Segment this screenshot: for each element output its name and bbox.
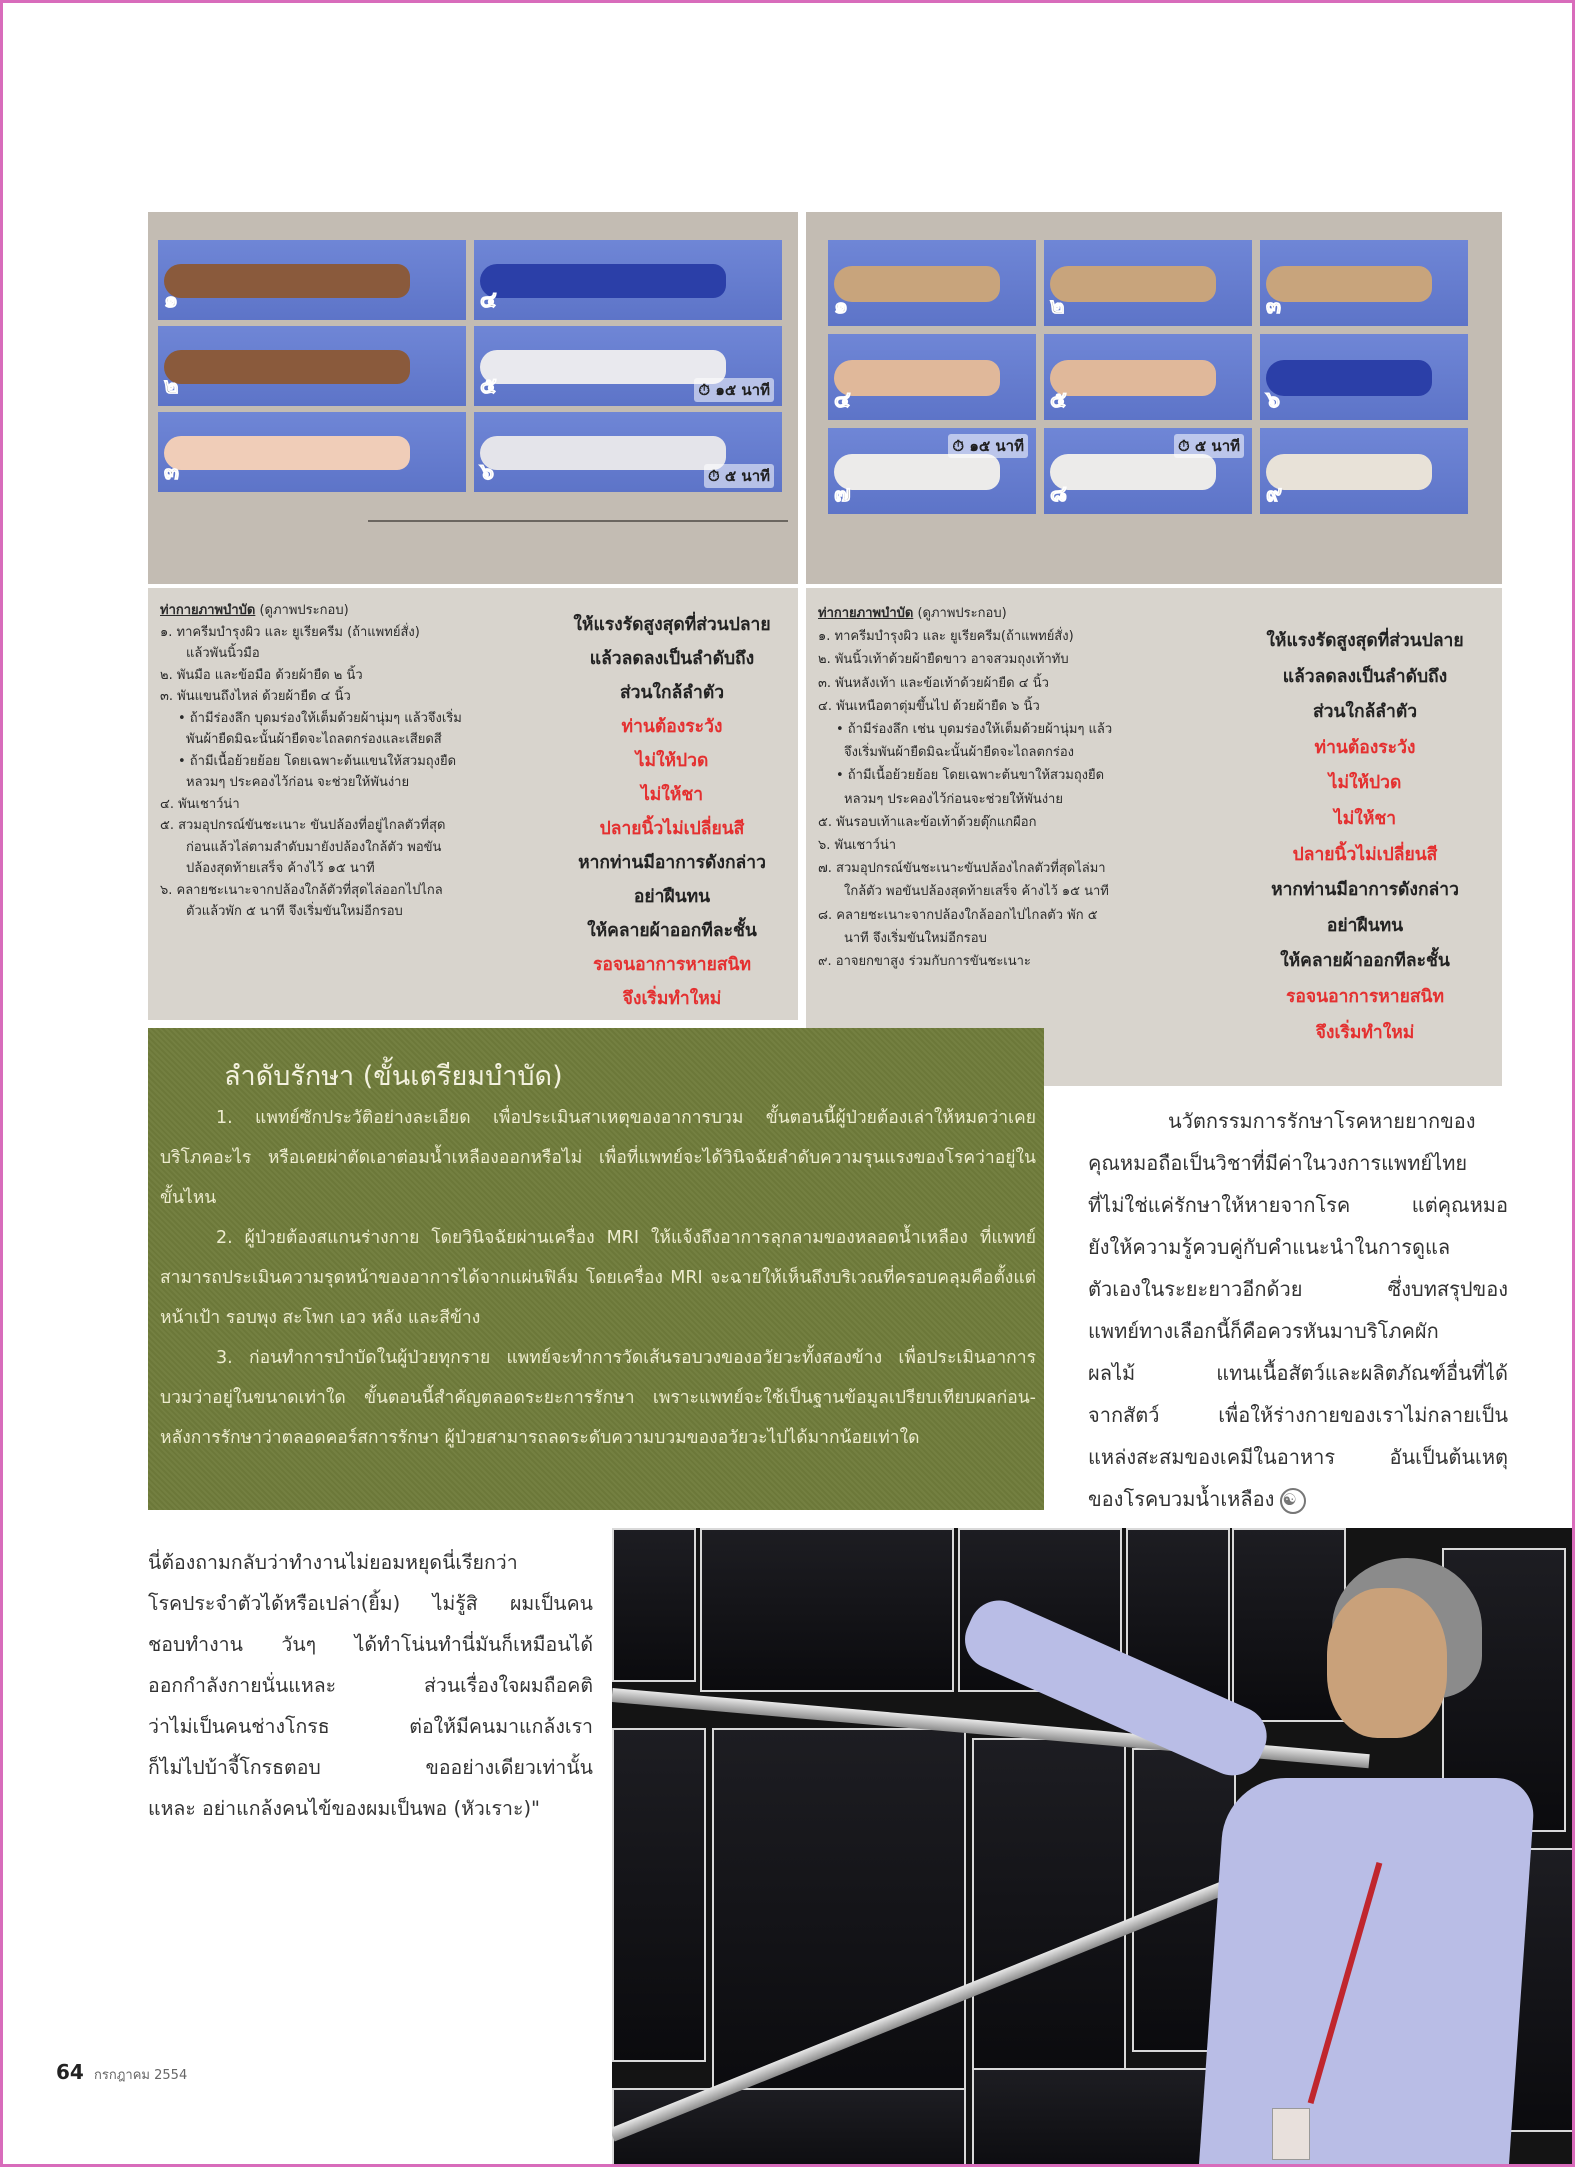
instruction-line: ๔. พันเหนือตาตุ่มขึ้นไป ด้วยผ้ายืด ๖ นิ้ว [818,698,1040,714]
photo-tile [474,240,782,320]
photo-tile [828,240,1036,326]
photo-tile [158,326,466,406]
instruction-line: ๖. คลายชะเนาะจากปล้องใกล้ตัวที่สุดไล่ออกไปไกล [160,882,443,898]
step-number: ๒ [164,374,179,399]
leg-image [1050,454,1216,490]
leg-therapy-instructions [806,588,1502,1086]
instruction-line: หลวมๆ ประคองไว้ก่อน จะช่วยให้พันง่าย [186,775,410,790]
quote-line: แหละ อย่าแกล้งคนไข้ของผมเป็นพอ (หัวเราะ)" [148,1797,541,1820]
timer-label: ⏱ ๑๕ นาที [948,434,1028,458]
instruction-line: ๕. สวมอุปกรณ์ขันชะเนาะ ขันปล้องที่อยู่ไกลตัวที่สุด [160,818,446,833]
arm-image [164,436,410,470]
caution-notes [548,608,796,1016]
paragraph-line: ของโรคบวมน้ำเหลือง [1088,1487,1275,1511]
instruction-line: หลวมๆ ประคองไว้ก่อนจะช่วยให้พันง่าย [844,791,1063,807]
photo-tile [1260,428,1468,514]
step-number: ๒ [1050,294,1065,319]
quote-line: นี่ต้องถามกลับว่าทำงานไม่ยอมหยุดนี่เรียกว่า [148,1551,518,1574]
doctor-figure [1198,1778,1536,2167]
photo-tile [1044,334,1252,420]
arm-image [164,350,410,384]
step-number: ๓ [1266,294,1282,319]
paragraph-line: นวัตกรรมการรักษาโรคหายยากของ [1168,1109,1476,1133]
step-number: ๔ [480,288,497,313]
caution-note: หากท่านมีอาการดังกล่าว [578,853,766,873]
photo-credit-line [368,520,788,522]
step-number: ๓ [164,460,180,485]
timer-label: ⏱ ๕ นาที [1174,434,1244,458]
leg-bandaging-photo-panel [806,212,1502,584]
instruction-line: พันผ้ายืดมิฉะนั้นผ้ายืดจะไถลตกร่องและเสียดสี [186,732,442,747]
leg-image [1266,266,1432,302]
caution-note: ส่วนใกล้ลำตัว [1312,702,1418,723]
arm-image [480,350,726,384]
instruction-line: นาที จึงเริ่มขันใหม่อีกรอบ [844,930,987,946]
instruction-line: แล้วพันนิ้วมือ [186,646,260,661]
doctor-face [1327,1588,1447,1738]
instruction-line: ๗. สวมอุปกรณ์ขันชะเนาะขันปล้องไกลตัวที่สุดไล่มา [818,861,1106,877]
quote-line: ชอบทำงาน วันๆ ได้ทำโน่นทำนี่มันก็เหมือนได้ [148,1633,593,1656]
timer-label: ⏱ ๑๕ นาที [694,378,774,402]
leg-image [1266,454,1432,490]
instruction-line: ๒. พันมือ และข้อมือ ด้วยผ้ายืด ๒ นิ้ว [160,667,363,683]
treatment-steps-box [148,1028,1044,1510]
issue-date: กรกฎาคม 2554 [93,2068,188,2083]
photo-tile [828,428,1036,514]
instruction-line: ปล้องสุดท้ายเสร็จ ค้างไว้ ๑๕ นาที [186,861,375,876]
leg-image [1050,266,1216,302]
instruction-line: • ถ้ามีร่องลึก เช่น บุดมร่องให้เต็มด้วยผ้านุ่มๆ แล้ว [836,722,1113,738]
instruction-heading: ท่ากายภาพบำบัด (ดูภาพประกอบ) [818,606,1007,621]
caution-note-red: ปลายนิ้วไม่เปลี่ยนสี [1292,844,1438,865]
paragraph-line: จากสัตว์ เพื่อให้ร่างกายของเราไม่กลายเป็น [1088,1403,1508,1427]
leg-image [834,454,1000,490]
caution-note-red: ไม่ให้ชา [1333,808,1397,829]
caution-note: อย่าฝืนทน [1326,915,1404,936]
step-number: ๔ [834,388,851,413]
treatment-step: 3. ก่อนทำการบำบัดในผู้ป่วยทุกราย แพทย์จะทำการวัดเส้นรอบวงของอวัยวะทั้งสองข้าง เพื่อประเมินอาการบวมว่าอยู่ในขนาดเท่าใด ขั้นตอนนี้สำคัญตลอดระยะการรักษา เพราะแพทย์จะใช้เป็นฐานข้อมูลเปรียบเทียบผลก่อน-หลังการรักษาว่าตลอดคอร์สการรักษา ผู้ป่วยสามารถลดระดับความบวมของอวัยวะไปได้มากน้อยเท่าใด [160,1348,1036,1448]
caution-note: ให้แรงรัดสูงสุดที่ส่วนปลาย [1266,631,1464,651]
paragraph-line: ตัวเองในระยะยาวอีกด้วย ซึ่งบทสรุปของ [1088,1277,1508,1301]
arm-bandaging-photo-panel [148,212,798,584]
instruction-line: ๑. ทาครีมบำรุงผิว และ ยูเรียครีม(ถ้าแพทย์สั่ง) [818,629,1074,645]
instruction-line: จึงเริ่มพันผ้ายืดมิฉะนั้นผ้ายืดจะไถลตกร่อง [844,745,1074,761]
leg-image [834,266,1000,302]
step-number: ๑ [164,288,178,313]
instruction-line: ตัวแล้วพัก ๕ นาที จึงเริ่มขันใหม่อีกรอบ [186,904,403,919]
photo-tile [474,326,782,406]
paragraph-end [1088,1478,1508,1520]
caution-note: ให้คลายผ้าออกทีละชั้น [1280,951,1450,972]
treatment-step: 1. แพทย์ซักประวัติอย่างละเอียด เพื่อประเมินสาเหตุของอาการบวม ขั้นตอนนี้ผู้ป่วยต้องเล่าให้หมดว่าเคยบริโภคอะไร หรือเคยผ่าตัดเอาต่อมน้ำเหลืองออกหรือไม่ เพื่อที่แพทย์จะได้วินิจฉัยลำดับความรุนแรงของโรคว่าอยู่ในขั้นไหน [160,1108,1036,1208]
photo-tile [1044,240,1252,326]
instruction-line: ใกล้ตัว พอขันปล้องสุดท้ายเสร็จ ค้างไว้ ๑๕ นาที [844,884,1109,900]
mri-film [972,2068,1236,2167]
quote-line: โรคประจำตัวได้หรือเปล่า(ยิ้ม) ไม่รู้สิ ผมเป็นคน [148,1592,593,1615]
arm-instruction-list [160,600,462,923]
page-number: 64 [56,2060,84,2084]
mri-film [700,1528,954,1692]
quote-line: ก็ไม่ไปบ้าจี้โกรธตอบ ขออย่างเดียวเท่านั้น [148,1756,593,1779]
step-number: ๗ [834,482,851,507]
instruction-line: ๓. พันแขนถึงไหล่ ด้วยผ้ายืด ๔ นิ้ว [160,689,351,704]
photo-tile [1260,240,1468,326]
mri-film [612,2088,966,2167]
caution-notes [1230,624,1500,1051]
step-number: ๙ [1266,482,1283,507]
paragraph-line: คุณหมอถือเป็นวิชาที่มีค่าในวงการแพทย์ไทย [1088,1151,1468,1175]
caution-note: อย่าฝืนทน [633,887,711,907]
paragraph-line: ยังให้ความรู้ควบคู่กับคำแนะนำในการดูแล [1088,1235,1451,1259]
id-badge [1272,2108,1310,2160]
caution-note-red: ไม่ให้ปวด [1328,773,1402,794]
paragraph-line: แหล่งสะสมของเคมีในอาหาร อันเป็นต้นเหตุ [1088,1445,1508,1469]
instruction-line: • ถ้ามีเนื้อย้วยย้อย โดยเฉพาะต้นแขนให้สวมถุงยืด [178,753,457,769]
mri-film [612,1528,696,1682]
instruction-line: ๕. พันรอบเท้าและข้อเท้าด้วยตุ๊กแกผือก [818,814,1037,830]
step-number: ๘ [1050,482,1067,507]
instruction-line: ๔. พันเชาว์น่า [160,796,240,812]
arm-therapy-instructions [148,588,798,1020]
caution-note: ส่วนใกล้ลำตัว [619,683,725,703]
caution-note-red: ปลายนิ้วไม่เปลี่ยนสี [599,819,745,839]
quote-line: ออกกำลังกายนั่นแหละ ส่วนเรื่องใจผมถือคติ [148,1674,593,1697]
paragraph-line: ที่ไม่ใช่แค่รักษาให้หายจากโรค แต่คุณหมอ [1088,1193,1508,1217]
photo-tile [1044,428,1252,514]
step-number: ๖ [480,460,494,485]
page-footer [56,2060,187,2085]
caution-note-red: จึงเริ่มทำใหม่ [1315,1022,1415,1043]
caution-note: แล้วลดลงเป็นลำดับถึง [1282,666,1448,687]
instruction-line: • ถ้ามีร่องลึก บุดมร่องให้เต็มด้วยผ้านุ่มๆ แล้วจึงเริ่ม [178,710,462,726]
photo-tile [828,334,1036,420]
caution-note: ให้แรงรัดสูงสุดที่ส่วนปลาย [573,615,771,635]
step-number: ๕ [1050,388,1067,413]
instruction-heading: ท่ากายภาพบำบัด (ดูภาพประกอบ) [160,603,349,618]
caution-note-red: จึงเริ่มทำใหม่ [622,989,722,1009]
caution-note: ให้คลายผ้าออกทีละชั้น [587,921,757,941]
step-number: ๑ [834,294,848,319]
instruction-line: • ถ้ามีเนื้อย้วยย้อย โดยเฉพาะต้นขาให้สวมถุงยืด [836,768,1105,784]
leg-image [1050,360,1216,396]
instruction-line: ก่อนแล้วไล่ตามลำดับมายังปล้องใกล้ตัว พอขัน [186,839,442,855]
treatment-step: 2. ผู้ป่วยต้องสแกนร่างกาย โดยวินิจฉัยผ่านเครื่อง MRI ให้แจ้งถึงอาการลุกลามของหลอดน้ำเหลือง ที่แพทย์สามารถประเมินความรุดหน้าของอาการได้จากแผ่นฟิล์ม โดยเครื่อง MRI จะฉายให้เห็นถึงบริเวณที่ครอบคลุมคือตั้งแต่หน้าเป้า รอบพุง สะโพก เอว หลัง และสีข้าง [160,1228,1036,1328]
paragraph-line: ผลไม้ แทนเนื้อสัตว์และผลิตภัณฑ์อื่นที่ได้ [1088,1361,1508,1385]
arm-image [480,264,726,298]
photo-tile [158,412,466,492]
caution-note-red: ไม่ให้ชา [640,785,704,805]
mri-film [612,1728,706,2062]
instruction-line: ๑. ทาครีมบำรุงผิว และ ยูเรียครีม (ถ้าแพทย์สั่ง) [160,624,420,640]
instruction-line: ๘. คลายชะเนาะจากปล้องใกล้ออกไปไกลตัว พัก ๕ [818,907,1098,923]
instruction-line: ๓. พันหลังเท้า และข้อเท้าด้วยผ้ายืด ๔ นิ้ว [818,675,1049,691]
caution-note: แล้วลดลงเป็นลำดับถึง [589,649,755,669]
leg-image [1266,360,1432,396]
caution-note-red: รอจนอาการหายสนิท [592,955,752,975]
caution-note-red: ท่านต้องระวัง [621,717,723,737]
arm-image [480,436,726,470]
mri-film [972,1738,1126,2072]
caution-note-red: ท่านต้องระวัง [1314,737,1416,758]
photo-tile [1260,334,1468,420]
photo-tile [158,240,466,320]
treatment-steps-body [160,1098,1036,1458]
treatment-steps-title: ลำดับรักษา (ขั้นเตรียมบำบัด) [224,1061,563,1092]
instruction-line: ๒. พันนิ้วเท้าด้วยผ้ายืดขาว อาจสวมถุงเท้าทับ [818,652,1069,668]
doctor-quote-paragraph [148,1542,593,1829]
arm-image [164,264,410,298]
instruction-line: ๙. อาจยกขาสูง ร่วมกับการขันชะเนาะ [818,954,1031,970]
instruction-line: ๖. พันเชาว์น่า [818,838,897,854]
timer-label: ⏱ ๕ นาที [704,464,774,488]
photo-tile [474,412,782,492]
paragraph-line: แพทย์ทางเลือกนี้ก็คือควรหันมาบริโภคผัก [1088,1319,1439,1343]
leg-instruction-list [818,602,1112,973]
caution-note-red: รอจนอาการหายสนิท [1285,986,1445,1007]
quote-line: ว่าไม่เป็นคนช่างโกรธ ต่อให้มีคนมาแกล้งเรา [148,1715,593,1738]
leg-image [834,360,1000,396]
doctor-mri-photo [612,1528,1572,2167]
step-number: ๖ [1266,388,1280,413]
step-number: ๕ [480,374,497,399]
caution-note: หากท่านมีอาการดังกล่าว [1271,880,1459,901]
yin-yang-icon: ☯ [1280,1488,1306,1514]
caution-note-red: ไม่ให้ปวด [635,751,709,771]
closing-paragraph [1088,1100,1508,1520]
